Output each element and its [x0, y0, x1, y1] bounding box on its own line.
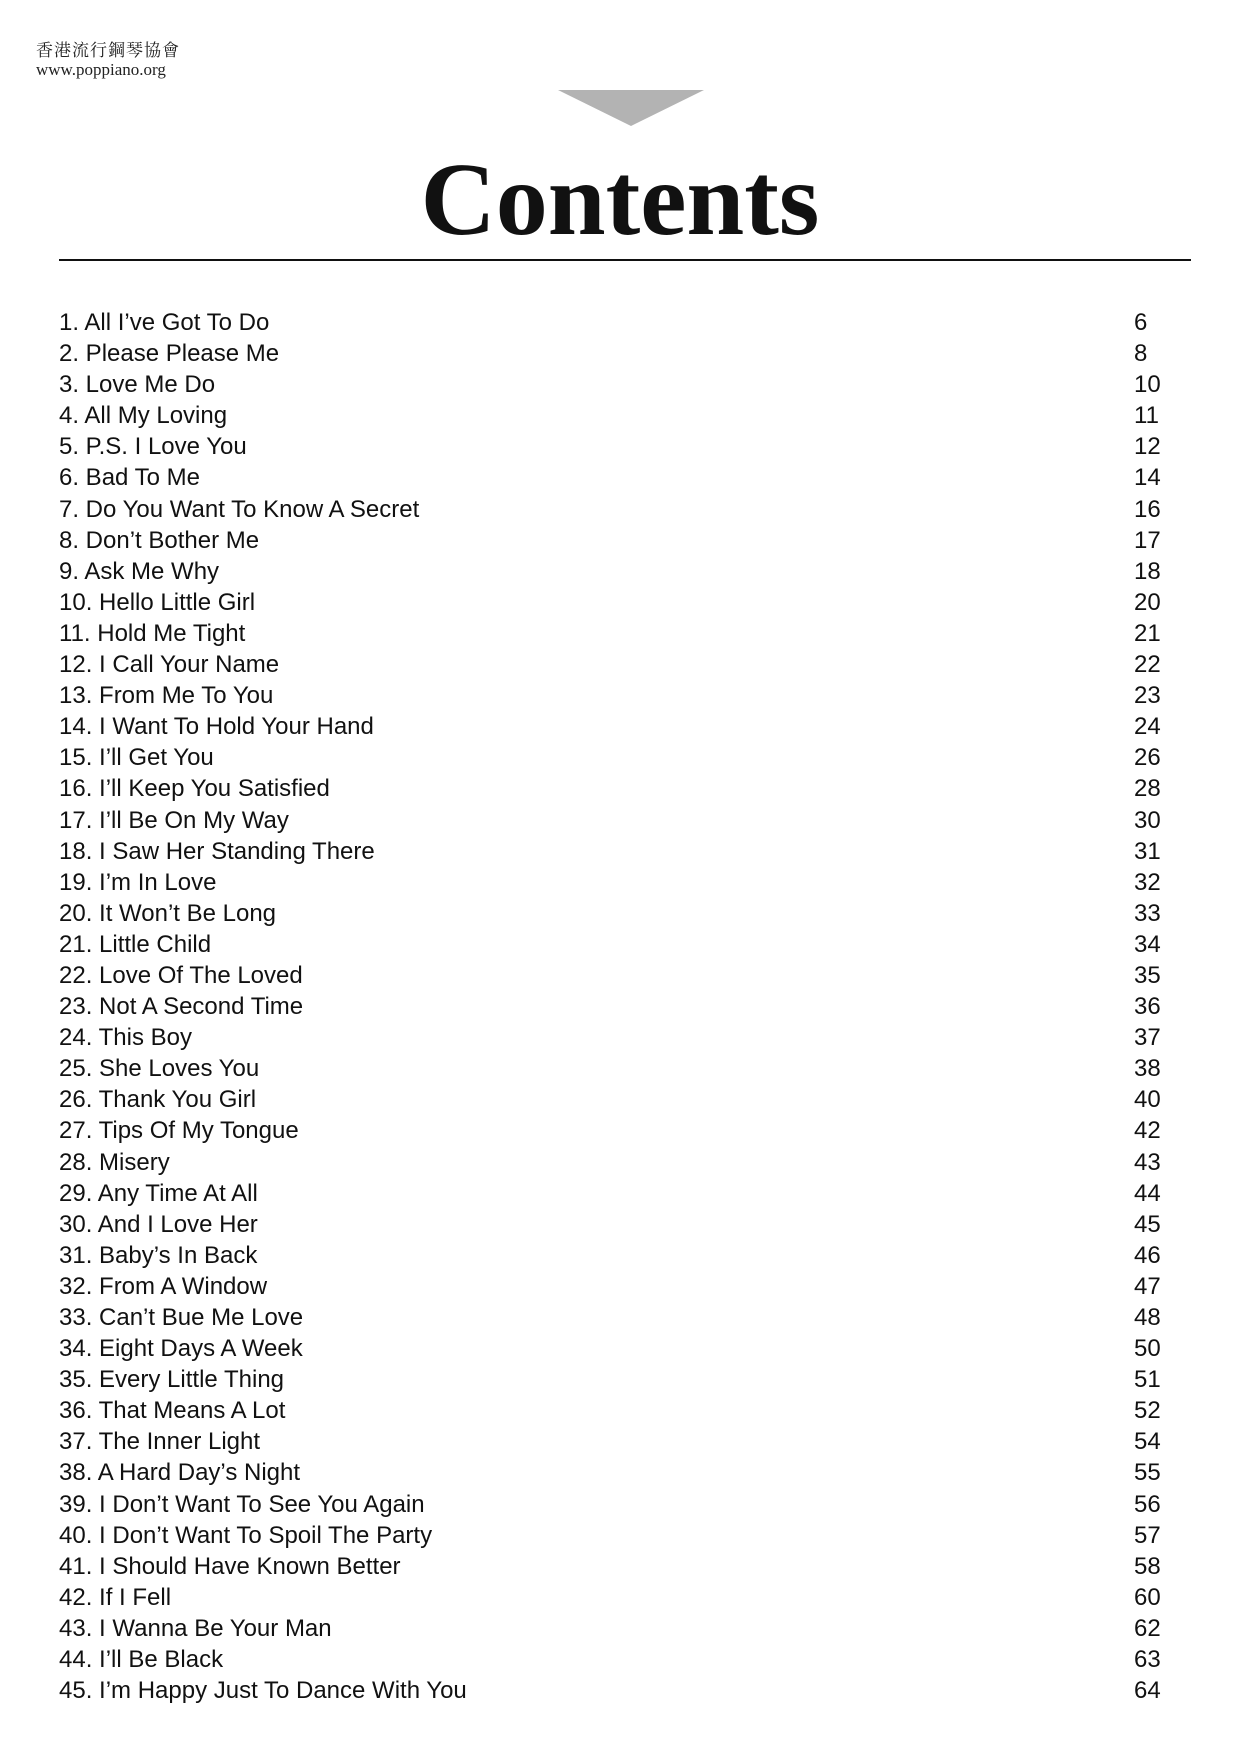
- toc-dot-leader: [231, 420, 1128, 421]
- toc-entry-page: 35: [1134, 961, 1161, 989]
- toc-entry: [59, 1551, 1170, 1582]
- toc-dot-leader: [288, 1384, 1128, 1385]
- toc-entry-page: 44: [1134, 1179, 1161, 1207]
- toc-entry: [59, 1675, 1170, 1706]
- toc-entry: [59, 525, 1170, 556]
- toc-entry-page: 26: [1134, 744, 1161, 772]
- toc-dot-leader: [215, 949, 1128, 950]
- page-title: Contents: [420, 142, 820, 257]
- toc-dot-leader: [429, 1509, 1128, 1510]
- toc-entry-page: 17: [1134, 526, 1161, 554]
- toc-entry-title: 41. I Should Have Known Better: [59, 1552, 401, 1580]
- toc-entry-title: 9. Ask Me Why: [59, 557, 220, 585]
- toc-entry-page: 42: [1134, 1117, 1161, 1145]
- toc-dot-leader: [249, 638, 1128, 639]
- toc-entry-page: 6: [1134, 309, 1148, 336]
- toc-dot-leader: [405, 1571, 1128, 1572]
- table-of-contents: [59, 307, 1170, 1706]
- toc-entry: [59, 338, 1170, 369]
- toc-entry: [59, 556, 1170, 587]
- toc-dot-leader: [307, 980, 1128, 981]
- toc-entry: [59, 307, 1170, 338]
- toc-entry-title: 17. I’ll Be On My Way: [59, 806, 289, 834]
- toc-entry-page: 34: [1134, 930, 1161, 958]
- toc-entry: [59, 1613, 1170, 1644]
- toc-entry: [59, 1333, 1170, 1364]
- toc-entry: [59, 805, 1170, 836]
- toc-entry-title: 45. I’m Happy Just To Dance With You: [59, 1677, 467, 1705]
- toc-dot-leader: [175, 1602, 1128, 1603]
- toc-dot-leader: [423, 514, 1128, 515]
- toc-entry-title: 31. Baby’s In Back: [59, 1241, 258, 1269]
- toc-entry-title: 10. Hello Little Girl: [59, 588, 256, 616]
- toc-entry-page: 56: [1134, 1490, 1161, 1518]
- toc-entry: [59, 587, 1170, 618]
- toc-entry-title: 3. Love Me Do: [59, 371, 216, 399]
- toc-entry: [59, 1271, 1170, 1302]
- toc-entry-page: 12: [1134, 433, 1161, 461]
- toc-dot-leader: [223, 576, 1128, 577]
- toc-entry-title: 5. P.S. I Love You: [59, 433, 247, 461]
- toc-entry: [59, 1302, 1170, 1333]
- toc-entry-title: 26. Thank You Girl: [59, 1086, 257, 1114]
- toc-dot-leader: [259, 607, 1128, 608]
- toc-entry-page: 31: [1134, 837, 1161, 865]
- toc-entry-page: 62: [1134, 1614, 1161, 1642]
- toc-entry: [59, 1520, 1170, 1551]
- toc-entry-page: 46: [1134, 1241, 1161, 1269]
- toc-dot-leader: [277, 700, 1128, 701]
- toc-entry: [59, 836, 1170, 867]
- toc-entry-page: 24: [1134, 713, 1161, 741]
- toc-entry-title: 44. I’ll Be Black: [59, 1646, 224, 1674]
- toc-entry-page: 63: [1134, 1646, 1161, 1674]
- toc-entry-title: 7. Do You Want To Know A Secret: [59, 495, 420, 523]
- toc-entry: [59, 680, 1170, 711]
- toc-entry: [59, 1582, 1170, 1613]
- toc-entry-title: 14. I Want To Hold Your Hand: [59, 713, 374, 741]
- toc-entry-title: 43. I Wanna Be Your Man: [59, 1614, 332, 1642]
- toc-dot-leader: [196, 1042, 1128, 1043]
- toc-entry-title: 6. Bad To Me: [59, 464, 200, 492]
- toc-entry: [59, 494, 1170, 525]
- toc-entry-title: 8. Don’t Bother Me: [59, 526, 260, 554]
- toc-entry: [59, 1178, 1170, 1209]
- toc-dot-leader: [379, 856, 1128, 857]
- toc-entry: [59, 1053, 1170, 1084]
- toc-dot-leader: [263, 545, 1128, 546]
- toc-entry: [59, 1489, 1170, 1520]
- toc-entry-title: 16. I’ll Keep You Satisfied: [59, 775, 330, 803]
- toc-entry: [59, 1147, 1170, 1178]
- toc-dot-leader: [219, 389, 1128, 390]
- site-url: www.poppiano.org: [36, 60, 166, 79]
- toc-dot-leader: [261, 1260, 1128, 1261]
- toc-entry: [59, 929, 1170, 960]
- toc-entry: [59, 991, 1170, 1022]
- toc-dot-leader: [263, 1073, 1128, 1074]
- toc-entry-page: 55: [1134, 1459, 1161, 1487]
- toc-entry-page: 22: [1134, 651, 1161, 679]
- toc-entry-title: 4. All My Loving: [59, 402, 228, 430]
- toc-entry-title: 29. Any Time At All: [59, 1179, 258, 1207]
- toc-dot-leader: [303, 1135, 1128, 1136]
- toc-dot-leader: [307, 1011, 1128, 1012]
- toc-dot-leader: [204, 482, 1128, 483]
- toc-entry-page: 60: [1134, 1583, 1161, 1611]
- toc-dot-leader: [471, 1695, 1128, 1696]
- toc-entry-title: 37. The Inner Light: [59, 1428, 261, 1456]
- toc-dot-leader: [283, 358, 1128, 359]
- toc-entry-title: 27. Tips Of My Tongue: [59, 1117, 299, 1145]
- toc-entry-title: 23. Not A Second Time: [59, 993, 304, 1021]
- toc-entry-title: 42. If I Fell: [59, 1583, 172, 1611]
- toc-entry-page: 21: [1134, 619, 1161, 647]
- site-name-chinese: 香港流行鋼琴協會: [36, 41, 180, 61]
- toc-entry-page: 20: [1134, 588, 1161, 616]
- toc-entry: [59, 369, 1170, 400]
- toc-entry: [59, 462, 1170, 493]
- toc-entry-page: 18: [1134, 557, 1161, 585]
- toc-dot-leader: [262, 1198, 1128, 1199]
- toc-dot-leader: [436, 1540, 1128, 1541]
- toc-entry-page: 47: [1134, 1272, 1161, 1300]
- toc-entry-title: 15. I’ll Get You: [59, 744, 214, 772]
- toc-entry-title: 35. Every Little Thing: [59, 1366, 285, 1394]
- toc-entry: [59, 867, 1170, 898]
- toc-entry: [59, 1084, 1170, 1115]
- toc-dot-leader: [289, 1415, 1128, 1416]
- toc-entry-page: 54: [1134, 1428, 1161, 1456]
- toc-entry-page: 48: [1134, 1304, 1161, 1331]
- toc-dot-leader: [273, 327, 1128, 328]
- toc-entry-title: 13. From Me To You: [59, 682, 274, 710]
- toc-entry-title: 36. That Means A Lot: [59, 1397, 286, 1425]
- toc-dot-leader: [271, 1291, 1128, 1292]
- toc-dot-leader: [264, 1446, 1128, 1447]
- toc-entry: [59, 1364, 1170, 1395]
- toc-entry-title: 22. Love Of The Loved: [59, 961, 303, 989]
- toc-entry-title: 19. I’m In Love: [59, 868, 217, 896]
- toc-entry-page: 43: [1134, 1148, 1161, 1176]
- toc-dot-leader: [280, 918, 1128, 919]
- toc-entry-title: 25. She Loves You: [59, 1055, 260, 1083]
- toc-dot-leader: [304, 1477, 1128, 1478]
- toc-entry-page: 58: [1134, 1552, 1161, 1580]
- toc-dot-leader: [307, 1322, 1128, 1323]
- toc-entry-page: 51: [1134, 1366, 1161, 1394]
- toc-entry: [59, 649, 1170, 680]
- toc-entry: [59, 742, 1170, 773]
- toc-dot-leader: [262, 1229, 1128, 1230]
- toc-dot-leader: [378, 731, 1128, 732]
- toc-entry-page: 16: [1134, 495, 1161, 523]
- toc-dot-leader: [218, 762, 1128, 763]
- toc-dot-leader: [251, 451, 1128, 452]
- toc-entry-title: 30. And I Love Her: [59, 1210, 258, 1238]
- toc-entry-title: 33. Can’t Bue Me Love: [59, 1304, 304, 1331]
- toc-entry-page: 38: [1134, 1055, 1161, 1083]
- toc-entry-page: 8: [1134, 340, 1148, 368]
- toc-entry-title: 32. From A Window: [59, 1272, 268, 1300]
- toc-dot-leader: [174, 1167, 1128, 1168]
- toc-entry-page: 14: [1134, 464, 1161, 492]
- toc-entry-page: 30: [1134, 806, 1161, 834]
- toc-entry: [59, 1209, 1170, 1240]
- toc-entry-title: 2. Please Please Me: [59, 340, 280, 368]
- toc-entry-title: 28. Misery: [59, 1148, 170, 1176]
- toc-entry: [59, 898, 1170, 929]
- toc-entry-page: 64: [1134, 1677, 1161, 1705]
- toc-entry-title: 40. I Don’t Want To Spoil The Party: [59, 1521, 433, 1549]
- toc-entry: [59, 400, 1170, 431]
- toc-entry-page: 52: [1134, 1397, 1161, 1425]
- toc-entry-page: 33: [1134, 899, 1161, 927]
- toc-entry-title: 38. A Hard Day’s Night: [59, 1459, 301, 1487]
- toc-entry-page: 50: [1134, 1335, 1161, 1363]
- toc-entry: [59, 1457, 1170, 1488]
- toc-entry-title: 34. Eight Days A Week: [59, 1335, 303, 1363]
- toc-entry: [59, 431, 1170, 462]
- toc-entry-title: 21. Little Child: [59, 930, 212, 958]
- toc-entry: [59, 1395, 1170, 1426]
- toc-entry: [59, 1022, 1170, 1053]
- toc-entry-page: 28: [1134, 775, 1161, 803]
- toc-dot-leader: [220, 887, 1128, 888]
- toc-entry-page: 36: [1134, 993, 1161, 1021]
- toc-entry-page: 11: [1134, 402, 1159, 430]
- down-triangle-icon: [558, 90, 704, 126]
- toc-entry-title: 12. I Call Your Name: [59, 651, 280, 679]
- toc-entry-page: 10: [1134, 371, 1161, 399]
- toc-dot-leader: [336, 1633, 1128, 1634]
- toc-entry-page: 32: [1134, 868, 1161, 896]
- toc-entry-title: 1. All I’ve Got To Do: [59, 309, 270, 336]
- toc-entry-page: 37: [1134, 1024, 1161, 1052]
- toc-entry: [59, 1115, 1170, 1146]
- toc-dot-leader: [334, 793, 1128, 794]
- toc-entry-page: 57: [1134, 1521, 1161, 1549]
- toc-entry: [59, 711, 1170, 742]
- toc-entry-page: 40: [1134, 1086, 1161, 1114]
- toc-entry: [59, 1426, 1170, 1457]
- toc-entry-title: 39. I Don’t Want To See You Again: [59, 1490, 425, 1518]
- toc-entry-title: 20. It Won’t Be Long: [59, 899, 277, 927]
- title-divider: [59, 259, 1191, 261]
- toc-entry: [59, 618, 1170, 649]
- toc-entry-title: 18. I Saw Her Standing There: [59, 837, 375, 865]
- toc-entry: [59, 960, 1170, 991]
- toc-dot-leader: [307, 1353, 1128, 1354]
- toc-entry-title: 11. Hold Me Tight: [59, 619, 246, 647]
- toc-entry: [59, 773, 1170, 804]
- toc-dot-leader: [227, 1664, 1128, 1665]
- toc-entry-page: 23: [1134, 682, 1161, 710]
- toc-dot-leader: [260, 1104, 1128, 1105]
- toc-dot-leader: [283, 669, 1128, 670]
- toc-entry: [59, 1240, 1170, 1271]
- toc-entry-page: 45: [1134, 1210, 1161, 1238]
- toc-dot-leader: [293, 825, 1128, 826]
- toc-entry-title: 24. This Boy: [59, 1024, 192, 1052]
- toc-entry: [59, 1644, 1170, 1675]
